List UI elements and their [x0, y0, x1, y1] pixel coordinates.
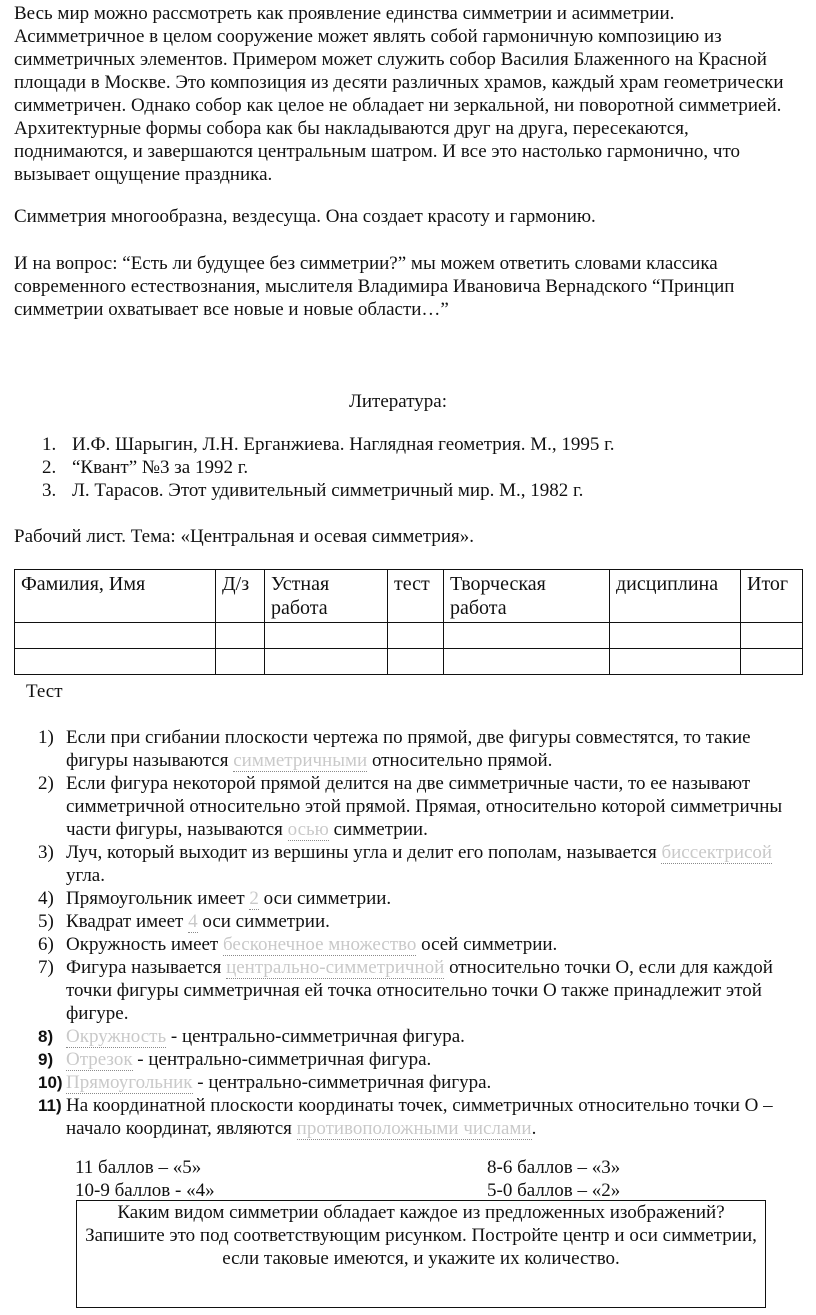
test-item-text: Квадрат имеет [66, 911, 189, 932]
test-item-number: 10) [38, 1073, 63, 1092]
test-item-number: 8) [38, 1027, 54, 1046]
answer-blank[interactable]: противоположными числами [296, 1118, 532, 1139]
test-item-number: 11) [38, 1096, 62, 1115]
test-item [14, 910, 794, 933]
intro-paragraph-2: Симметрия многообразна, вездесуща. Она создает красоту и гармонию. [14, 206, 596, 227]
task-text: Каким видом симметрии обладает каждое из предложенных изображений? Запишите это под соответствующим рисунком. Постройте центр и оси симметрии, если таковые имеются, и укажите их количество. [85, 1202, 757, 1269]
table-cell[interactable] [216, 649, 265, 675]
test-item-number: 5) [38, 911, 54, 932]
test-item-text: угла. [66, 865, 105, 886]
test-item [14, 1071, 794, 1094]
test-item-text: На координатной плоскости координаты точек, симметричных относительно точки О – начало координат, являются [66, 1095, 773, 1139]
header-test: тест [388, 570, 444, 623]
answer-blank[interactable]: осью [287, 819, 329, 840]
test-item-text: Луч, который выходит из вершины угла и делит его пополам, называется [66, 842, 662, 863]
header-name: Фамилия, Имя [15, 570, 216, 623]
test-item-text: Если фигура некоторой прямой делится на две симметричные части, то ее называют симметричной относительно этой прямой. Прямая, относительно которой симметричны части фигуры, называются [66, 773, 783, 840]
test-item [14, 933, 794, 956]
answer-blank[interactable]: бесконечное множество [222, 934, 417, 955]
table-row [15, 649, 803, 675]
table-cell[interactable] [444, 649, 610, 675]
test-item-text: Если при сгибании плоскости чертежа по прямой, две фигуры совместятся, то такие фигуры называются [66, 727, 751, 771]
test-item-number: 7) [38, 957, 54, 978]
test-item-text: относительно точки О, если для каждой точки фигуры симметричная ей точка относительно точки О также принадлежит этой фигуре. [66, 957, 773, 1024]
literature-title: Литература: [349, 391, 447, 412]
table-cell[interactable] [444, 623, 610, 649]
literature-item [14, 433, 614, 456]
test-item [14, 1094, 794, 1140]
task-box [76, 1200, 766, 1308]
literature-item-number: 1. [42, 434, 57, 455]
test-item-text: - центрально-симметричная фигура. [132, 1049, 432, 1070]
table-cell[interactable] [388, 623, 444, 649]
header-discipline: дисциплина [610, 570, 741, 623]
grade-table [14, 569, 803, 675]
table-cell[interactable] [15, 649, 216, 675]
answer-blank[interactable]: 2 [249, 888, 259, 909]
grading-scale [75, 1156, 635, 1202]
literature-item-text: Л. Тарасов. Этот удивительный симметричный мир. М., 1982 г. [72, 480, 584, 501]
test-item-text: осей симметрии. [416, 934, 558, 955]
answer-blank[interactable]: Отрезок [66, 1049, 133, 1070]
test-item-number: 2) [38, 773, 54, 794]
header-total: Итог [741, 570, 803, 623]
test-item-text: Фигура называется [66, 957, 227, 978]
header-oral: Устная работа [265, 570, 388, 623]
table-cell[interactable] [741, 649, 803, 675]
answer-blank[interactable]: симметричными [233, 750, 368, 771]
test-item [14, 726, 794, 772]
test-item-number: 6) [38, 934, 54, 955]
header-homework: Д/з [216, 570, 265, 623]
test-item-text: оси симметрии. [258, 888, 392, 909]
test-item [14, 956, 794, 1025]
grading-scale-row [75, 1156, 635, 1179]
literature-item [14, 456, 614, 479]
test-item [14, 772, 794, 841]
literature-item-text: “Квант” №3 за 1992 г. [72, 457, 249, 478]
test-item-number: 3) [38, 842, 54, 863]
table-cell[interactable] [610, 649, 741, 675]
table-cell[interactable] [216, 623, 265, 649]
test-item-number: 9) [38, 1050, 54, 1069]
literature-item-number: 3. [42, 480, 57, 501]
test-item [14, 841, 794, 887]
test-item-text: - центрально-симметричная фигура. [166, 1026, 465, 1047]
test-item [14, 1025, 794, 1048]
answer-blank[interactable]: Окружность [66, 1026, 167, 1047]
intro-paragraph-3: И на вопрос: “Есть ли будущее без симметрии?” мы можем ответить словами классика современного естествознания, мыслителя Владимира Ивановича Вернадского “Принцип симметрии охватывает все новые и новые области…” [14, 253, 735, 320]
table-row [15, 623, 803, 649]
test-list [14, 726, 794, 1140]
test-item-text: . [531, 1118, 537, 1139]
test-item-text: оси симметрии. [197, 911, 330, 932]
grade-4-label: 10-9 баллов - «4» [75, 1180, 215, 1201]
grade-table-header [15, 570, 803, 623]
table-cell[interactable] [610, 623, 741, 649]
literature-item-number: 2. [42, 457, 57, 478]
table-cell[interactable] [741, 623, 803, 649]
answer-blank[interactable]: биссектрисой [661, 842, 773, 863]
table-cell[interactable] [15, 623, 216, 649]
test-item-text: Окружность имеет [66, 934, 223, 955]
test-item-text: симметрии. [328, 819, 428, 840]
literature-list [14, 433, 614, 502]
test-item-number: 4) [38, 888, 54, 909]
table-cell[interactable] [265, 623, 388, 649]
worksheet-title: Рабочий лист. Тема: «Центральная и осевая симметрия». [14, 526, 475, 547]
answer-blank[interactable]: Прямоугольник [66, 1072, 193, 1093]
test-item-text: относительно прямой. [367, 750, 553, 771]
test-item-number: 1) [38, 727, 54, 748]
literature-item [14, 479, 614, 502]
test-item-text: Прямоугольник имеет [66, 888, 250, 909]
grade-2-label: 5-0 баллов – «2» [487, 1180, 621, 1201]
test-item [14, 887, 794, 910]
table-cell[interactable] [388, 649, 444, 675]
grade-5-label: 11 баллов – «5» [75, 1157, 202, 1178]
table-cell[interactable] [265, 649, 388, 675]
test-title: Тест [26, 681, 63, 702]
test-item-text: - центрально-симметричная фигура. [192, 1072, 492, 1093]
header-creative: Творческая работа [444, 570, 610, 623]
grading-scale-row [75, 1179, 635, 1202]
grade-3-label: 8-6 баллов – «3» [487, 1157, 621, 1178]
test-item [14, 1048, 794, 1071]
intro-paragraph-1: Весь мир можно рассмотреть как проявление единства симметрии и асимметрии. Асимметричное в целом сооружение может являть собой гармоничную композицию из симметричных элементов. Примером может служить собор Василия Блаженного на Красной площади в Москве. Это композиция из десяти различных храмов, каждый храм геометрически симметричен. Однако собор как целое не обладает ни зеркальной, ни поворотной симметрией. Архитектурные формы собора как бы накладываются друг на друга, пересекаются, поднимаются, и завершаются центральным шатром. И все это настолько гармонично, что вызывает ощущение праздника. [14, 3, 784, 185]
answer-blank[interactable]: центрально-симметричной [226, 957, 445, 978]
literature-item-text: И.Ф. Шарыгин, Л.Н. Ерганжиева. Наглядная геометрия. М., 1995 г. [72, 434, 615, 455]
answer-blank[interactable]: 4 [188, 911, 198, 932]
